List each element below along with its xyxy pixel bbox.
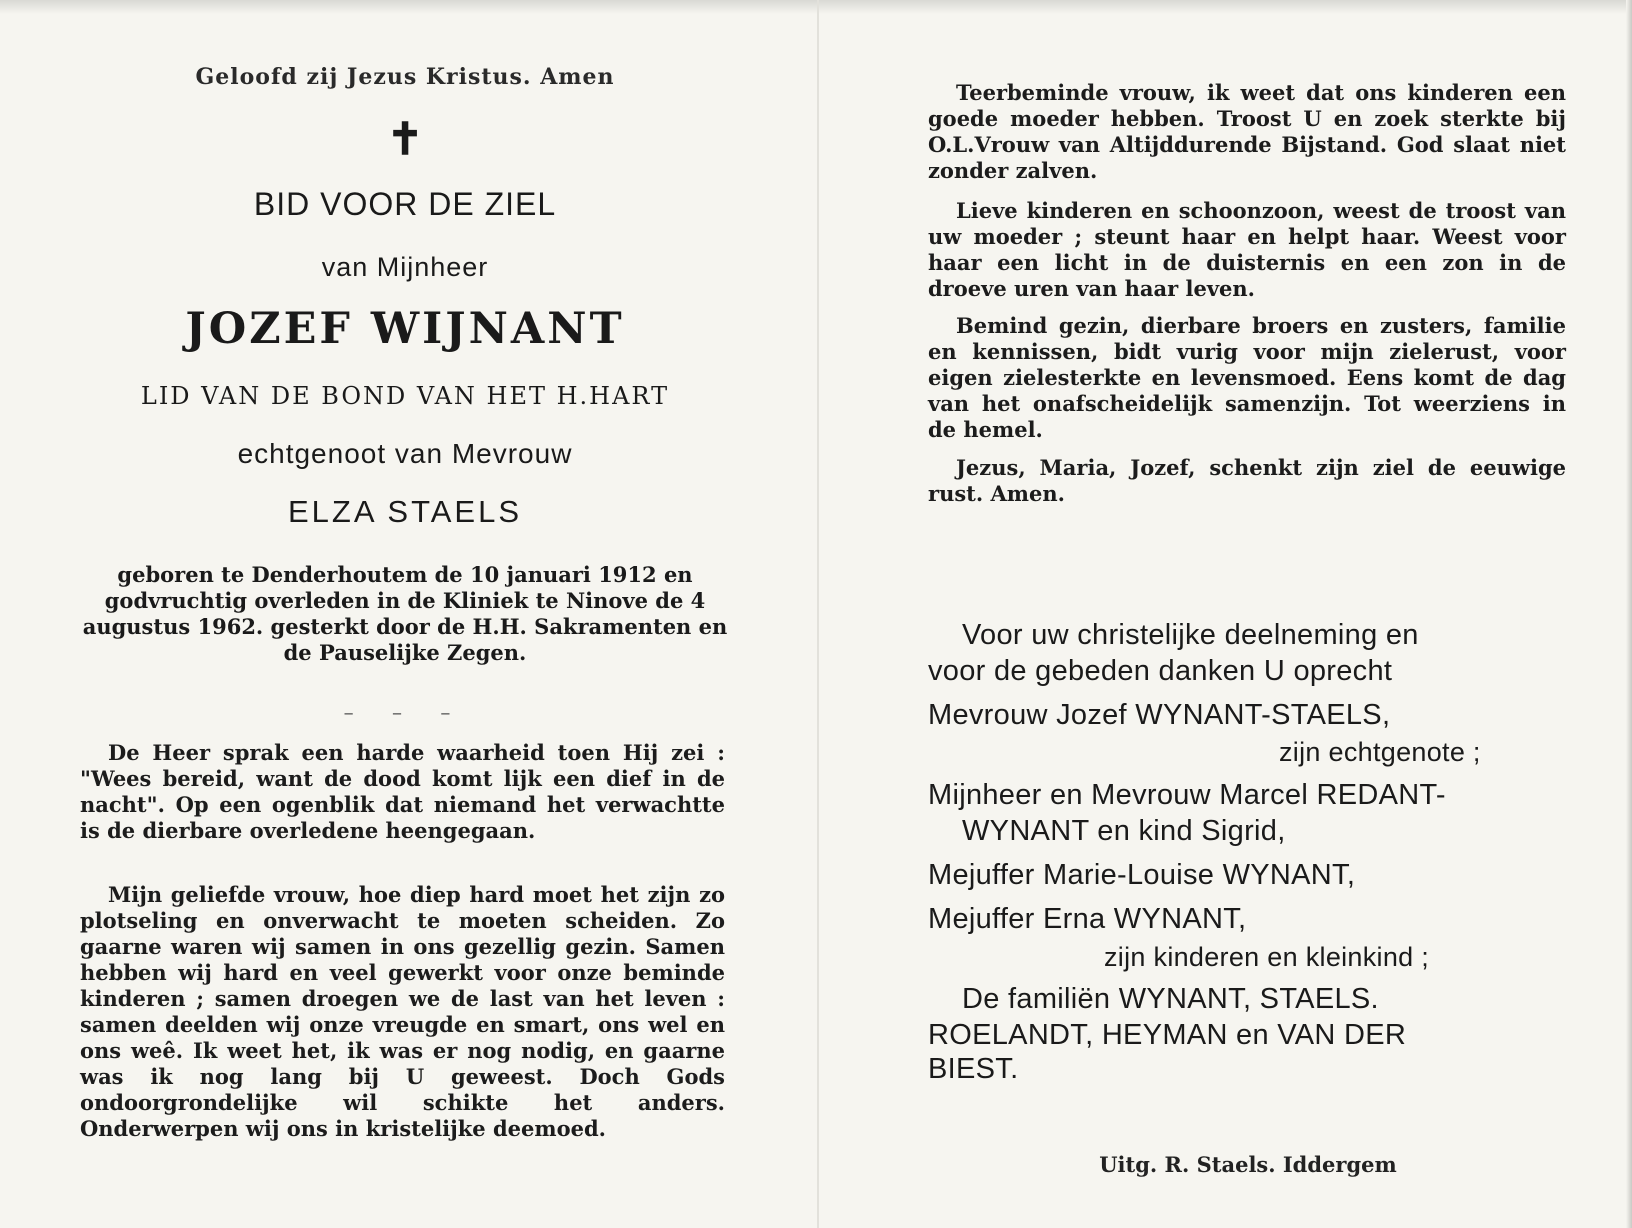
right-paragraph-2: Lieve kinderen en schoonzoon, weest de troost van uw moeder ; steunt haar en helpt haar. Weest voor haar een licht in de duisternis en een zon in de droeve uren van haar leven. <box>928 198 1566 301</box>
card-top-edge <box>0 0 1632 14</box>
thanks-line: Mejuffer Erna WYNANT, <box>928 903 1247 935</box>
thanks-line: Mevrouw Jozef WYNANT-STAELS, <box>928 699 1391 731</box>
thanks-line: zijn kinderen en kleinkind ; <box>1104 942 1430 972</box>
membership: LID VAN DE BOND VAN HET H.HART <box>140 382 670 410</box>
thanks-line: BIEST. <box>928 1053 1019 1085</box>
birth-death-line: geboren te Denderhoutem de 10 januari 1912 en godvruchtig overleden in de Kliniek te Ninove de 4 augustus 1962. gesterkt door de H.H. Sakramenten en de Pauselijke Zegen. <box>82 562 728 665</box>
thanks-line: De familiën WYNANT, STAELS. <box>962 983 1379 1015</box>
spouse-intro: echtgenoot van Mevrouw <box>237 438 573 469</box>
separator: – – – <box>343 700 467 724</box>
thanks-line: Voor uw christelijke deelneming en <box>962 619 1419 651</box>
left-paragraph-1: De Heer sprak een harde waarheid toen Hij zei : "Wees bereid, want de dood komt lijk een dief in de nacht". Op een ogenblik dat niemand het verwachtte is de dierbare overledene heengegaan. <box>80 740 725 843</box>
thanks-line: Mijnheer en Mevrouw Marcel REDANT- <box>928 779 1446 811</box>
motto: Geloofd zij Jezus Kristus. Amen <box>195 64 615 90</box>
cross-icon: ✝ <box>386 114 424 165</box>
right-paragraph-1: Teerbeminde vrouw, ik weet dat ons kinderen een goede moeder hebben. Troost U en zoek sterkte bij O.L.Vrouw van Altijddurende Bijstand. God slaat niet zonder zalven. <box>928 80 1566 183</box>
thanks-line: voor de gebeden danken U oprecht <box>928 655 1393 687</box>
heading: BID VOOR DE ZIEL <box>253 186 557 222</box>
birth-death-text <box>80 562 730 666</box>
thanks-line: ROELANDT, HEYMAN en VAN DER <box>928 1019 1407 1051</box>
thanks-line: Mejuffer Marie-Louise WYNANT, <box>928 859 1356 891</box>
right-paragraph-4: Jezus, Maria, Jozef, schenkt zijn ziel de eeuwige rust. Amen. <box>928 455 1566 506</box>
thanks-line: WYNANT en kind Sigrid, <box>962 815 1286 847</box>
card-fold-line <box>817 0 819 1228</box>
deceased-name: JOZEF WIJNANT <box>185 304 625 354</box>
spouse-name: ELZA STAELS <box>287 494 522 529</box>
right-paragraph-3: Bemind gezin, dierbare broers en zusters, familie en kennissen, bidt vurig voor mijn zielerust, voor eigen zielesterkte en levensmoed. Eens komt de dag van het onafscheidelijk samenzijn. Tot weerziens in de hemel. <box>928 313 1566 442</box>
thanks-line: zijn echtgenote ; <box>1279 737 1481 767</box>
left-paragraph-2: Mijn geliefde vrouw, hoe diep hard moet het zijn zo plotseling en onverwacht te moeten scheiden. Zo gaarne waren wij samen in ons gezellig gezin. Samen hebben wij hard en veel gewerkt voor onze beminde kinderen ; samen droegen we de last van het leven : samen deelden wij onze vreugde en smart, ons wel en ons weê. Ik weet het, ik was er nog nodig, en gaarne was ik nog lang bij U geweest. Doch Gods ondoorgrondelijke wil schikte het anders. Onderwerpen wij ons in kristelijke deemoed. <box>80 882 725 1141</box>
van-mijnheer: van Mijnheer <box>321 252 489 282</box>
card-right-edge <box>1626 0 1632 1228</box>
printer-imprint: Uitg. R. Staels. Iddergem <box>1099 1152 1397 1177</box>
